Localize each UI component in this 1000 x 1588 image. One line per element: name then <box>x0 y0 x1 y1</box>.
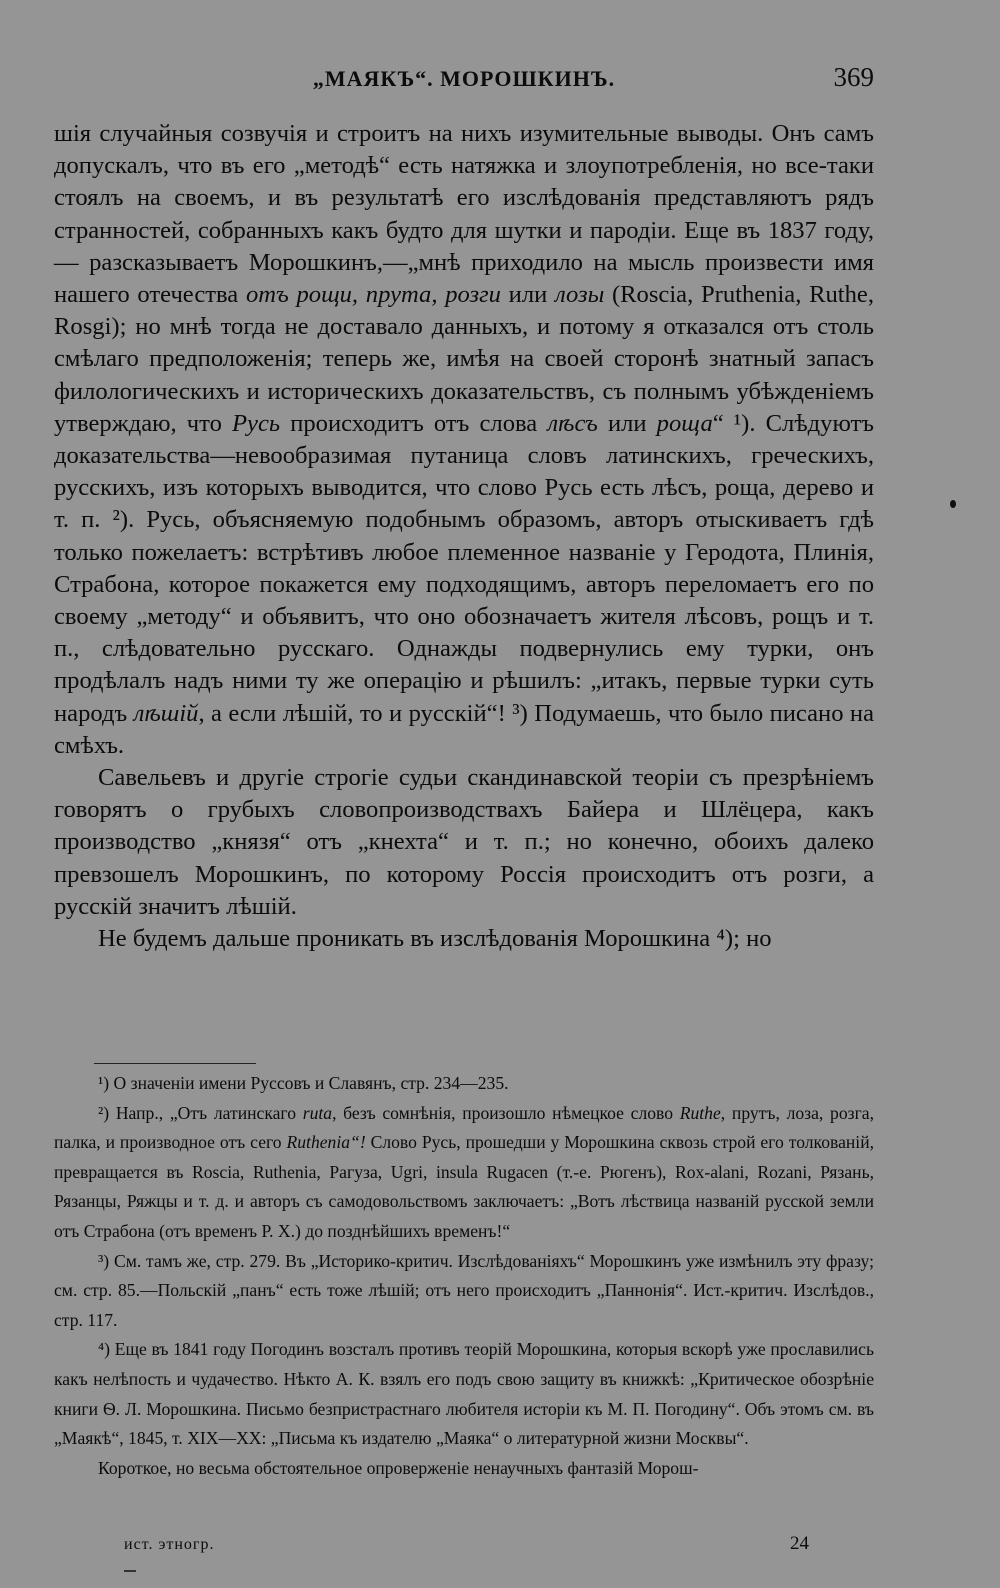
paragraph-1-start: шія случайныя созвучія и строитъ на нихъ изумительные выводы. Онъ самъ допускалъ, что въ его „методѣ“ есть натяжка и злоупотребленія, но все-таки стоялъ на своемъ, и въ результатѣ его изслѣдованія представляютъ рядъ странностей, собранныхъ какъ будто для шутки и пародіи. Еще въ 1837 году, — разсказываетъ Морошкинъ,—„мнѣ приходило на мысль произвести имя нашего отечества <box>54 120 874 309</box>
footnote-marker: ²) <box>98 1102 110 1123</box>
text-run: или <box>500 281 555 309</box>
footnote-3 <box>54 1247 874 1336</box>
printer-mark <box>124 1570 136 1572</box>
paragraph-3: Не будемъ дальше проникать въ изслѣдованія Морошкина ⁴); но <box>98 925 772 953</box>
text-run: (Roscia, Pruthenia, Ruthe, Rosgi); но мнѣ тогда не доставало данныхъ, и потому я отказался отъ столь смѣлаго предположенія; теперь же, имѣя на своей сторонѣ знатный запасъ филологическихъ и историческихъ доказательствъ, съ полнымъ убѣжденіемъ утверждаю, что <box>54 281 874 437</box>
footnote-4 <box>54 1335 874 1453</box>
italic-word: роща <box>656 409 713 437</box>
text-run: происходитъ отъ слова <box>280 409 548 437</box>
footnote-text: , прутъ, лоза, розга, палка, и производное отъ сего <box>54 1102 874 1153</box>
main-text <box>54 118 874 955</box>
italic-word: ruta <box>302 1102 333 1123</box>
footnote-2 <box>54 1099 874 1247</box>
footnote-1 <box>54 1069 874 1099</box>
footnotes <box>54 1069 874 1483</box>
footnote-text: Напр., „Отъ латинскаго <box>109 1102 303 1123</box>
footnote-text: Еще въ 1841 году Погодинъ возсталъ противъ теорій Морошкина, которыя вскорѣ уже прославились какъ нелѣпость и чудачество. Нѣкто А. К. взялъ его подъ свою защиту въ книжкѣ: „Критическое обозрѣніе книги Ѳ. Л. Морошкина. Письмо безпристрастнаго любителя исторіи къ М. П. Погодину“. Объ этомъ см. въ „Маякѣ“, 1845, т. XIX—XX: „Письма къ издателю „Маяка“ о литературной жизни Москвы“. <box>54 1339 874 1449</box>
running-header <box>54 62 874 96</box>
footnote-text: , безъ сомнѣнія, произошло нѣмецкое слово <box>332 1102 680 1123</box>
footnote-marker: ⁴) <box>98 1339 110 1360</box>
italic-word: Ruthenia“! <box>286 1132 366 1153</box>
page-number: 369 <box>833 62 874 92</box>
paragraph-1 <box>54 118 874 762</box>
italic-word: лозы <box>555 281 605 309</box>
signature-number: 24 <box>790 1533 809 1554</box>
footnote-text: См. тамъ же, стр. 279. Въ „Историко-критич. Изслѣдованіяхъ“ Морошкинъ уже измѣнилъ эту фразу; см. стр. 85.—Польскій „панъ“ есть тоже лѣшій; отъ него происходитъ „Паннонія“. Ист.-критич. Изслѣдов., стр. 117. <box>54 1250 874 1330</box>
signature-label: ист. этногр. <box>124 1536 215 1553</box>
text-run: или <box>597 409 657 437</box>
italic-word: Ruthe <box>679 1102 721 1123</box>
footnote-4-continuation: Короткое, но весьма обстоятельное опроверженіе ненаучныхъ фантазій Морош- <box>98 1457 699 1478</box>
footnote-text: О значеніи имени Руссовъ и Славянъ, стр. 234—235. <box>109 1073 509 1093</box>
footnote-marker: ³) <box>98 1250 110 1271</box>
footnote-divider <box>94 1063 256 1064</box>
italic-word: лѣсъ <box>547 409 598 437</box>
running-title: „МАЯКЪ“. МОРОШКИНЪ. <box>312 66 616 91</box>
italic-phrase: отъ рощи, прута, розги <box>245 281 501 309</box>
paragraph-2: Савельевъ и другіе строгіе судьи скандинавской теоріи съ презрѣніемъ говорятъ о грубыхъ словопроизводствахъ Байера и Шлёцера, какъ производство „князя“ отъ „кнехта“ и т. п.; но конечно, обоихъ далеко превзошелъ Морошкинъ, по которому Россія происходитъ отъ розги, а русскій значитъ лѣшій. <box>54 764 874 920</box>
footnote-text: Слово Русь, прошедши у Морошкина сквозь строй его толкованій, превращается въ Roscia, Ruthenia, Рагуза, Ugri, insula Rugacen (т.-е. Рюгенъ), Rox-alani, Rozani, Рязань, Рязанцы, Ряжцы и т. д. и авторъ съ самодовольствомъ заключаетъ: „Вотъ лѣствица названій русской земли отъ Страбона (отъ временъ Р. Х.) до позднѣйшихъ временъ!“ <box>54 1132 875 1241</box>
italic-word: лѣшій <box>133 699 199 727</box>
margin-mark <box>950 500 956 508</box>
italic-word: Русь <box>232 409 281 437</box>
text-run: , а если лѣшій, то и русскій“! ³) Подумаешь, что было писано на смѣхъ. <box>54 699 875 759</box>
text-run: “ ¹). Слѣдуютъ доказательства—невообразимая путаница словъ латинскихъ, греческихъ, русскихъ, изъ которыхъ выводится, что слово Русь есть лѣсъ, роща, дерево и т. п. ²). Русь, объясняемую подобнымъ образомъ, авторъ отыскиваетъ гдѣ только пожелаетъ: встрѣтивъ любое племенное названіе у Геродота, Плинія, Страбона, которое покажется ему подходящимъ, авторъ переломаетъ его по своему „методу“ и объявитъ, что оно обозначаетъ жителя лѣсовъ, рощъ и т. п., слѣдовательно русскаго. Однажды подвернулись ему турки, онъ продѣлалъ надъ ними ту же операцію и рѣшилъ: „итакъ, первые турки суть народъ <box>54 409 874 727</box>
footnote-marker: ¹) <box>98 1073 110 1093</box>
